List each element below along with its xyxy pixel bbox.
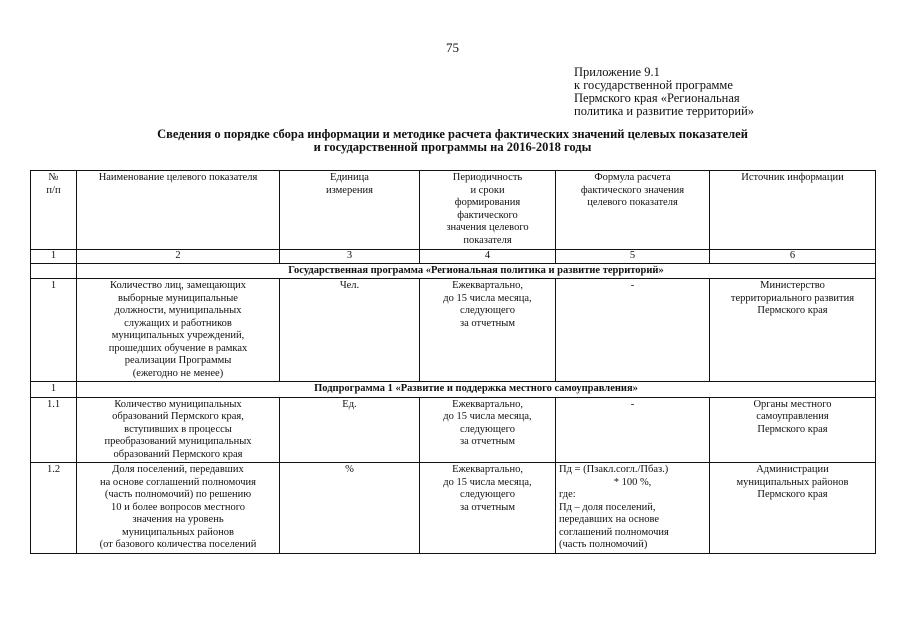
text-line: до 15 числа месяца, (443, 292, 532, 304)
program-section-row (31, 263, 876, 279)
row-number: 1.2 (31, 463, 77, 554)
column-number: 1 (31, 250, 77, 264)
header-line: измерения (326, 184, 373, 196)
header-line: Периодичность (452, 172, 523, 183)
text-line: соглашений полномочия (559, 526, 669, 538)
column-number-row (31, 250, 876, 264)
page-number: 75 (446, 40, 459, 55)
text-line: преобразований муниципальных (104, 436, 252, 447)
indicators-table (30, 170, 876, 554)
text-line: Ежеквартально, (452, 464, 523, 475)
text-line: должности, муниципальных (114, 305, 242, 316)
table-row (31, 279, 876, 382)
text-line: передавших на основе (559, 514, 660, 525)
text-line: за отчетным (460, 501, 515, 513)
text-line: до 15 числа месяца, (443, 411, 532, 422)
header-periodicity (420, 171, 556, 250)
column-number: 5 (556, 250, 710, 264)
periodicity (420, 279, 556, 382)
formula (556, 279, 710, 382)
header-line: № (48, 172, 59, 183)
header-line: фактического значения (580, 184, 685, 196)
text-line: (часть полномочий) (559, 539, 648, 550)
header-line: п/п (46, 184, 61, 196)
info-source (710, 463, 876, 554)
text-line: на основе соглашений полномочия (100, 476, 256, 488)
text-line: Администрации (756, 464, 829, 475)
text-line: Пд = (Пзакл.согл./Пбаз.) (559, 464, 669, 475)
text-line: муниципальных учреждений, (111, 330, 245, 341)
text-line: образований Пермского края (113, 448, 243, 460)
text-line: следующего (460, 423, 515, 435)
row-number: 1.1 (31, 397, 77, 463)
text-line: Количество муниципальных (114, 398, 242, 410)
header-line: Формула расчета (594, 172, 671, 183)
text-line: следующего (460, 489, 515, 500)
title-line: Сведения о порядке сбора информации и методике расчета фактических значений целевых показателей (157, 127, 748, 141)
column-number: 6 (710, 250, 876, 264)
appendix-line: Пермского края «Региональная (574, 91, 740, 105)
text-line: служащих и работников (124, 317, 232, 329)
text-line: Пермского края (757, 489, 828, 500)
subprogram-number: 1 (31, 382, 77, 398)
appendix-line: Приложение 9.1 (574, 65, 660, 79)
text-line: муниципальных районов (736, 476, 849, 488)
text-line: следующего (460, 305, 515, 316)
periodicity (420, 397, 556, 463)
header-unit (280, 171, 420, 250)
text-line: - (630, 280, 635, 291)
header-indicator-name (77, 171, 280, 250)
text-line: значения на уровень (132, 514, 224, 525)
indicator-name (77, 463, 280, 554)
program-title: Государственная программа «Региональная политика и развитие территорий» (77, 263, 876, 279)
header-line: целевого показателя (587, 197, 678, 208)
text-line: за отчетным (460, 436, 515, 447)
header-line: Источник информации (741, 172, 844, 183)
empty-cell (31, 263, 77, 279)
text-line: (ежегодно не менее) (132, 367, 224, 379)
formula (556, 397, 710, 463)
text-line: за отчетным (460, 317, 515, 329)
header-row (31, 171, 876, 250)
header-line: показателя (463, 234, 512, 246)
text-line: образований Пермского края, (112, 411, 244, 422)
text-line: до 15 числа месяца, (443, 476, 532, 488)
header-line: и сроки (470, 184, 505, 196)
appendix-line: политика и развитие территорий» (574, 104, 755, 118)
text-line: прошедших обучение в рамках (108, 342, 248, 354)
text-line: самоуправления (756, 411, 829, 422)
header-line: Единица (330, 172, 369, 183)
info-source (710, 397, 876, 463)
appendix-line: к государственной программе (574, 78, 733, 92)
text-line: Количество лиц, замещающих (109, 280, 247, 291)
text-line: вступивших в процессы (124, 423, 232, 435)
header-line: значения целевого (446, 222, 529, 233)
text-line: Доля поселений, передавших (112, 464, 244, 475)
text-line: где: (559, 489, 576, 500)
unit: Ед. (280, 397, 420, 463)
text-line: Ежеквартально, (452, 280, 523, 291)
column-number: 2 (77, 250, 280, 264)
text-line: 10 и более вопросов местного (111, 501, 245, 513)
table-row (31, 397, 876, 463)
text-line: Министерство (760, 280, 825, 291)
formula (556, 463, 710, 554)
column-number: 4 (420, 250, 556, 264)
text-line: выборные муниципальные (118, 292, 238, 304)
info-source (710, 279, 876, 382)
text-line: Пд – доля поселений, (559, 501, 656, 513)
indicator-name (77, 397, 280, 463)
text-line: Органы местного (753, 398, 832, 410)
header-line: фактического (457, 209, 518, 221)
text-line: Пермского края (757, 423, 828, 435)
periodicity (420, 463, 556, 554)
text-line: муниципальных районов (122, 526, 234, 538)
subprogram-title: Подпрограмма 1 «Развитие и поддержка местного самоуправления» (77, 382, 876, 398)
table-row (31, 463, 876, 554)
appendix-note (574, 66, 754, 118)
header-formula (556, 171, 710, 250)
column-number: 3 (280, 250, 420, 264)
indicator-name (77, 279, 280, 382)
subprogram-section-row (31, 382, 876, 398)
text-line: (часть полномочий) по решению (104, 489, 252, 500)
text-line: * 100 %, (613, 476, 652, 488)
text-line: Пермского края (757, 305, 828, 316)
text-line: (от базового количества поселений (99, 539, 257, 550)
row-number: 1 (31, 279, 77, 382)
text-line: территориального развития (730, 292, 855, 304)
text-line: Ежеквартально, (452, 398, 523, 410)
header-line: формирования (454, 197, 521, 208)
header-number (31, 171, 77, 250)
title-line: и государственной программы на 2016-2018 годы (313, 140, 592, 154)
document-title (0, 128, 905, 154)
text-line: - (630, 398, 635, 410)
text-line: реализации Программы (124, 355, 232, 366)
unit: Чел. (280, 279, 420, 382)
header-line: Наименование целевого показателя (98, 172, 258, 183)
unit: % (280, 463, 420, 554)
header-source (710, 171, 876, 250)
